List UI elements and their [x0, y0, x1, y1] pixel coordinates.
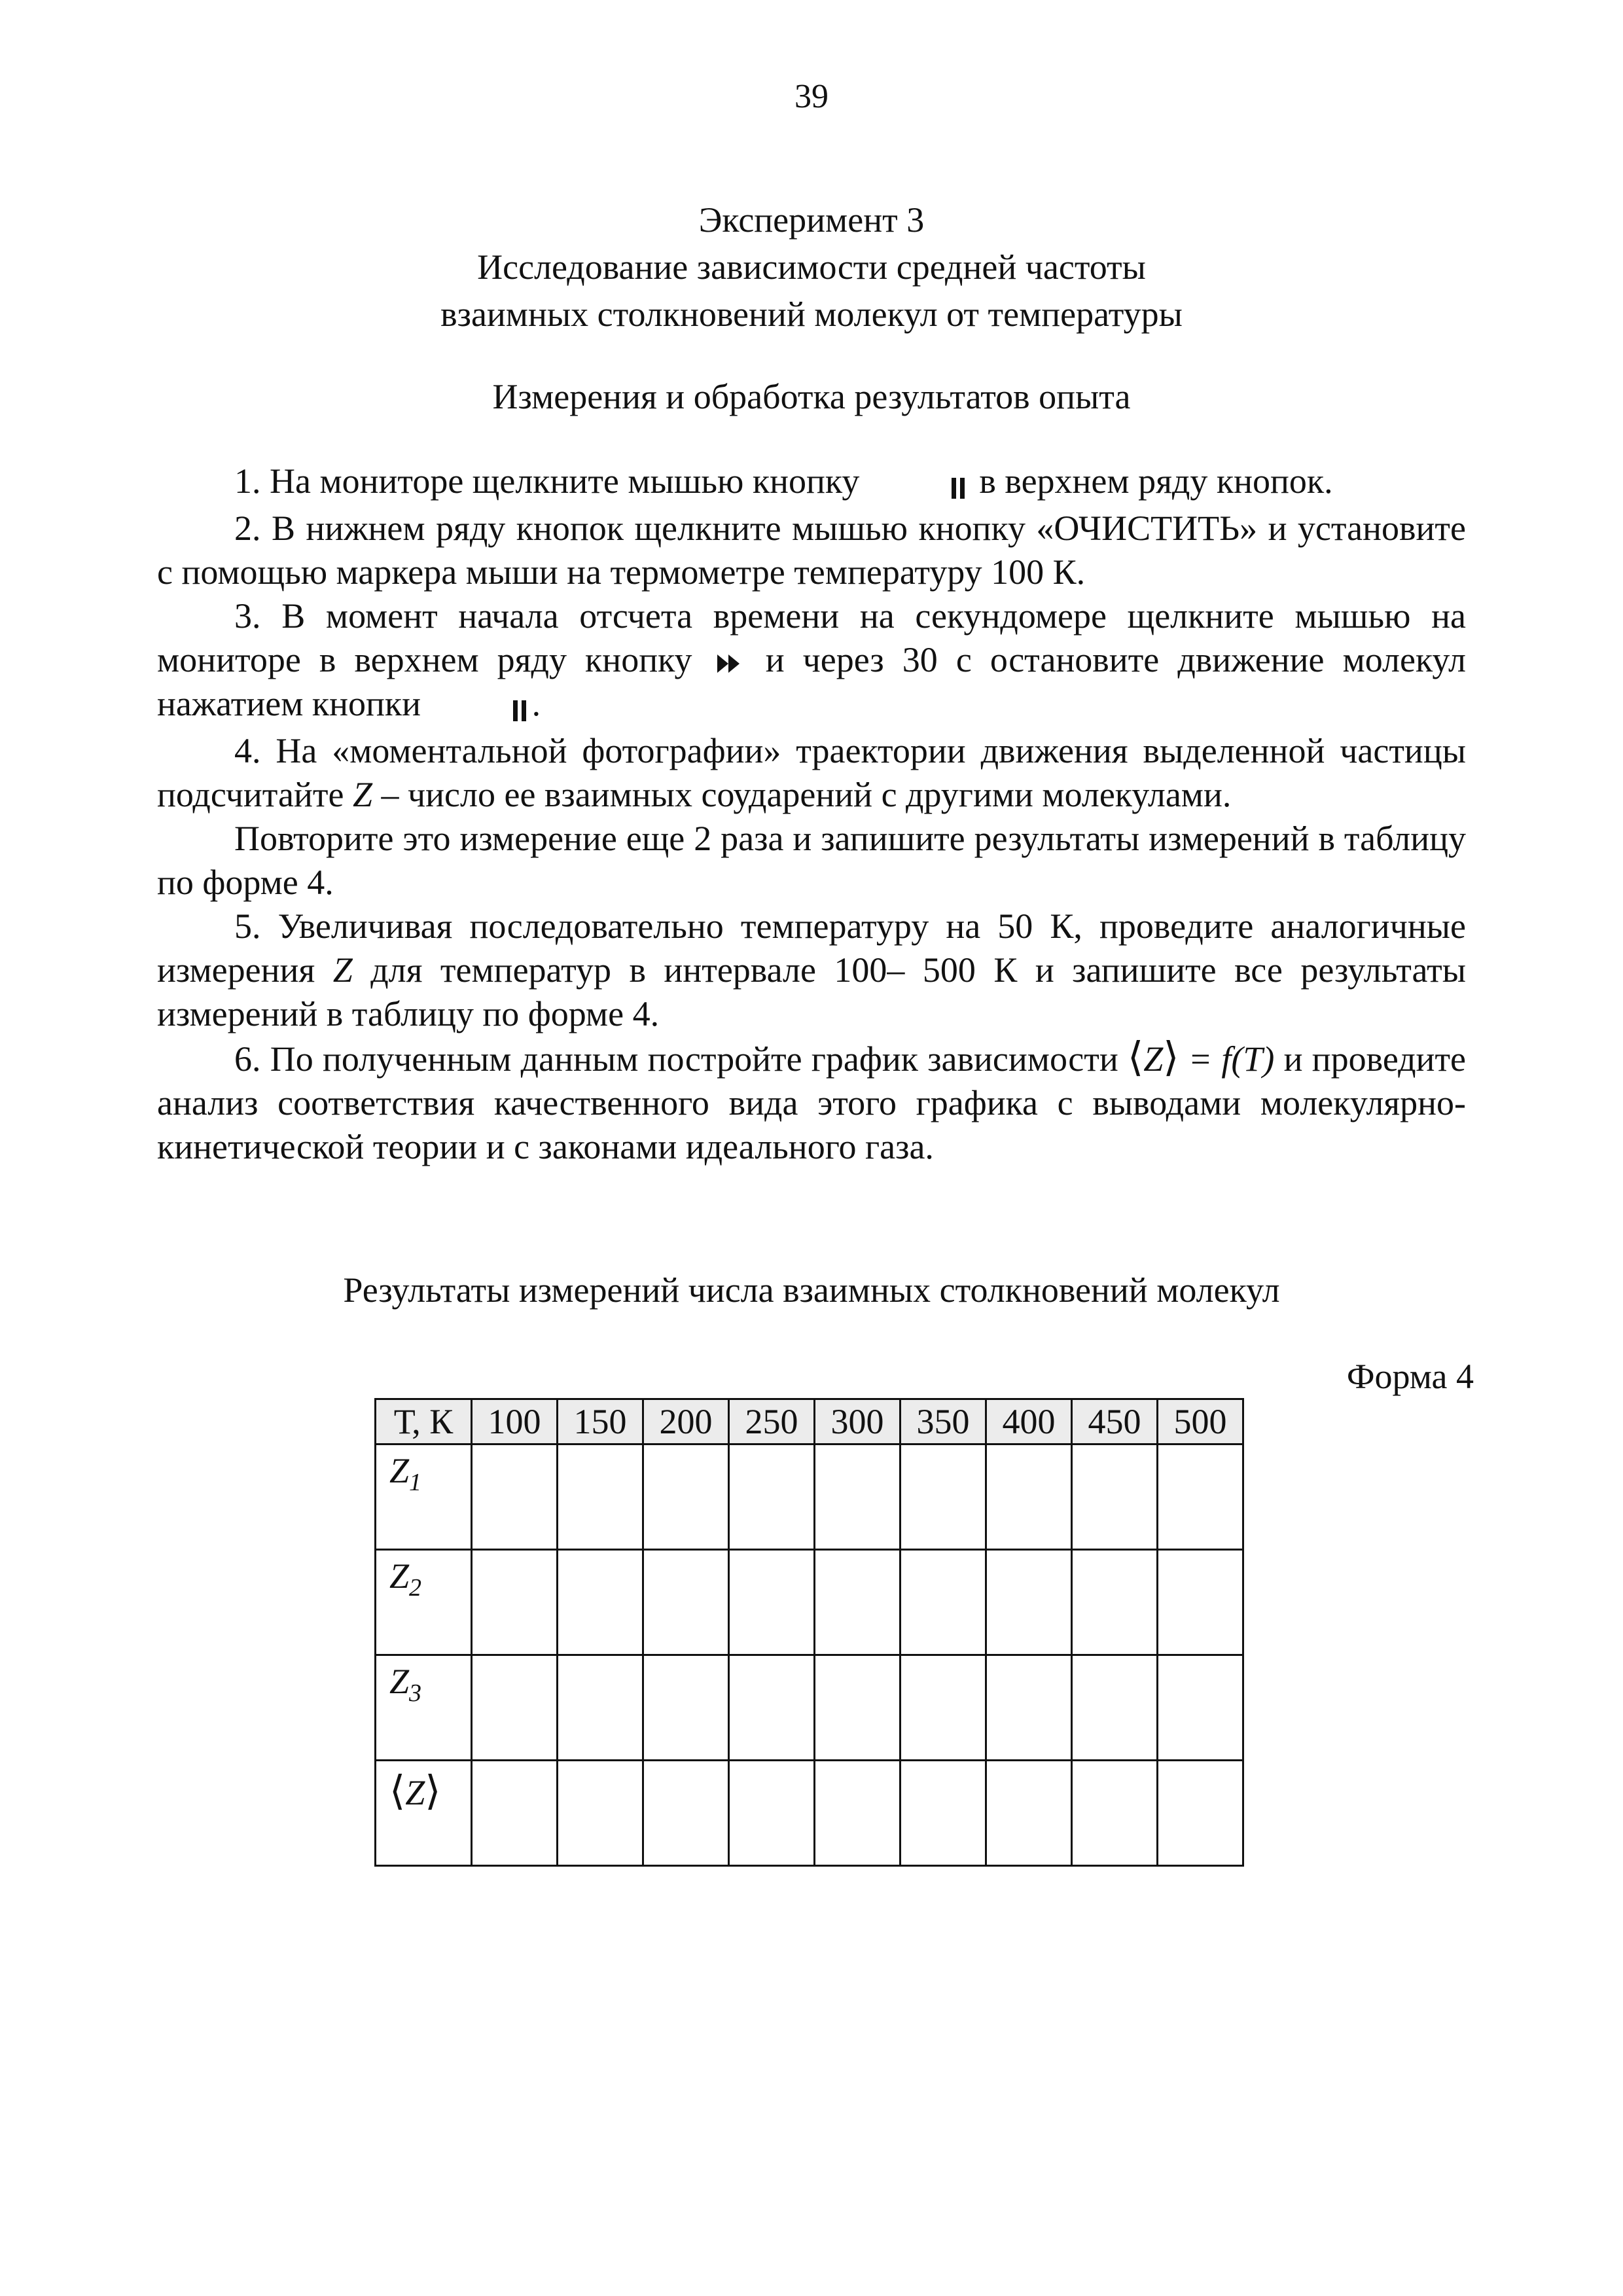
formula: ⟨Z⟩ = f(T)	[1128, 1035, 1275, 1081]
table-cell[interactable]	[815, 1761, 901, 1866]
table-cell[interactable]	[1072, 1444, 1158, 1550]
table-cell[interactable]	[643, 1761, 729, 1866]
table-cell[interactable]	[643, 1655, 729, 1761]
table-row	[376, 1550, 1243, 1655]
title-line-1: Исследование зависимости средней частоты	[477, 247, 1146, 287]
table-cell[interactable]	[815, 1444, 901, 1550]
experiment-heading: Эксперимент 3	[698, 200, 925, 240]
measurements-heading: Измерения и обработка результатов опыта	[492, 377, 1131, 416]
fast-forward-icon	[717, 655, 741, 673]
step-6: 6. По полученным данным постройте график зависимости ⟨Z⟩ = f(T) и проведите анализ соответствия качественного вида этого графика с выводами молекулярно-кинетической теории и с законами идеального газа.	[157, 1035, 1467, 1167]
form-label: Форма 4	[1346, 1357, 1474, 1396]
table-cell[interactable]	[1158, 1444, 1243, 1550]
table-row	[376, 1655, 1243, 1761]
table-cell[interactable]	[986, 1444, 1072, 1550]
temperature-header: Т, К	[376, 1399, 472, 1444]
table-cell[interactable]	[1158, 1655, 1243, 1761]
table-cell[interactable]	[1072, 1550, 1158, 1655]
step-1: 1. На мониторе щелкните мышью кнопку в верхнем ряду кнопок.	[157, 459, 1466, 507]
table-cell[interactable]	[472, 1761, 558, 1866]
temperature-cell: 400	[986, 1399, 1072, 1444]
table-cell[interactable]	[643, 1444, 729, 1550]
table-cell[interactable]	[472, 1550, 558, 1655]
temperature-cell: 100	[472, 1399, 558, 1444]
temperature-cell: 350	[901, 1399, 986, 1444]
table-cell[interactable]	[901, 1655, 986, 1761]
table-cell[interactable]	[986, 1550, 1072, 1655]
table-cell[interactable]	[729, 1655, 815, 1761]
pause-icon	[434, 685, 528, 729]
title-line-2: взаимных столкновений молекул от температуры	[440, 295, 1183, 334]
results-table	[374, 1398, 1244, 1867]
row-label: $Z_1$	[376, 1444, 472, 1550]
table-cell[interactable]	[1158, 1550, 1243, 1655]
table-cell[interactable]	[729, 1444, 815, 1550]
temperature-cell: 500	[1158, 1399, 1243, 1444]
temperature-cell: 450	[1072, 1399, 1158, 1444]
table-cell[interactable]	[472, 1444, 558, 1550]
table-cell[interactable]	[1072, 1655, 1158, 1761]
pause-icon	[872, 463, 967, 507]
row-label: $Z_3$	[376, 1655, 472, 1761]
table-cell[interactable]	[729, 1550, 815, 1655]
results-caption: Результаты измерений числа взаимных столкновений молекул	[343, 1270, 1280, 1310]
table-cell[interactable]	[815, 1550, 901, 1655]
table-cell[interactable]	[729, 1761, 815, 1866]
table-cell[interactable]	[901, 1444, 986, 1550]
table-cell[interactable]	[558, 1444, 643, 1550]
table-cell[interactable]	[815, 1655, 901, 1761]
temperature-cell: 200	[643, 1399, 729, 1444]
repeat-instruction: Повторите это измерение еще 2 раза и запишите результаты измерений в таблицу по форме 4.	[157, 819, 1466, 903]
table-cell[interactable]	[986, 1655, 1072, 1761]
table-cell[interactable]	[472, 1655, 558, 1761]
step-3: 3. В момент начала отсчета времени на секундомере щелкните мышью на мониторе в верхнем ряду кнопку и через 30 с остановите движение молекул нажатием кнопки .	[157, 594, 1466, 729]
table-header-row	[376, 1399, 1243, 1444]
table-cell[interactable]	[558, 1550, 643, 1655]
row-label-average: ⟨Z⟩	[376, 1761, 472, 1866]
table-cell[interactable]	[986, 1761, 1072, 1866]
table-cell[interactable]	[901, 1550, 986, 1655]
table-row	[376, 1444, 1243, 1550]
step-5: 5. Увеличивая последовательно температуру на 50 К, проведите аналогичные измерения Z для температур в интервале 100– 500 К и запишите все результаты измерений в таблицу по форме 4.	[157, 906, 1466, 1034]
table-cell[interactable]	[558, 1761, 643, 1866]
step-4: 4. На «моментальной фотографии» траектории движения выделенной частицы подсчитайте Z – число ее взаимных соударений с другими молекулами.	[157, 731, 1466, 815]
temperature-cell: 300	[815, 1399, 901, 1444]
table-row	[376, 1761, 1243, 1866]
table-cell[interactable]	[643, 1550, 729, 1655]
table-cell[interactable]	[901, 1761, 986, 1866]
table-cell[interactable]	[1158, 1761, 1243, 1866]
page-number: 39	[794, 78, 829, 115]
temperature-cell: 150	[558, 1399, 643, 1444]
row-label: $Z_2$	[376, 1550, 472, 1655]
instructions	[157, 459, 1466, 1169]
table-cell[interactable]	[1072, 1761, 1158, 1866]
temperature-cell: 250	[729, 1399, 815, 1444]
step-2: 2. В нижнем ряду кнопок щелкните мышью кнопку «ОЧИСТИТЬ» и установите с помощью маркера мыши на термометре температуру 100 К.	[157, 509, 1466, 592]
table-cell[interactable]	[558, 1655, 643, 1761]
